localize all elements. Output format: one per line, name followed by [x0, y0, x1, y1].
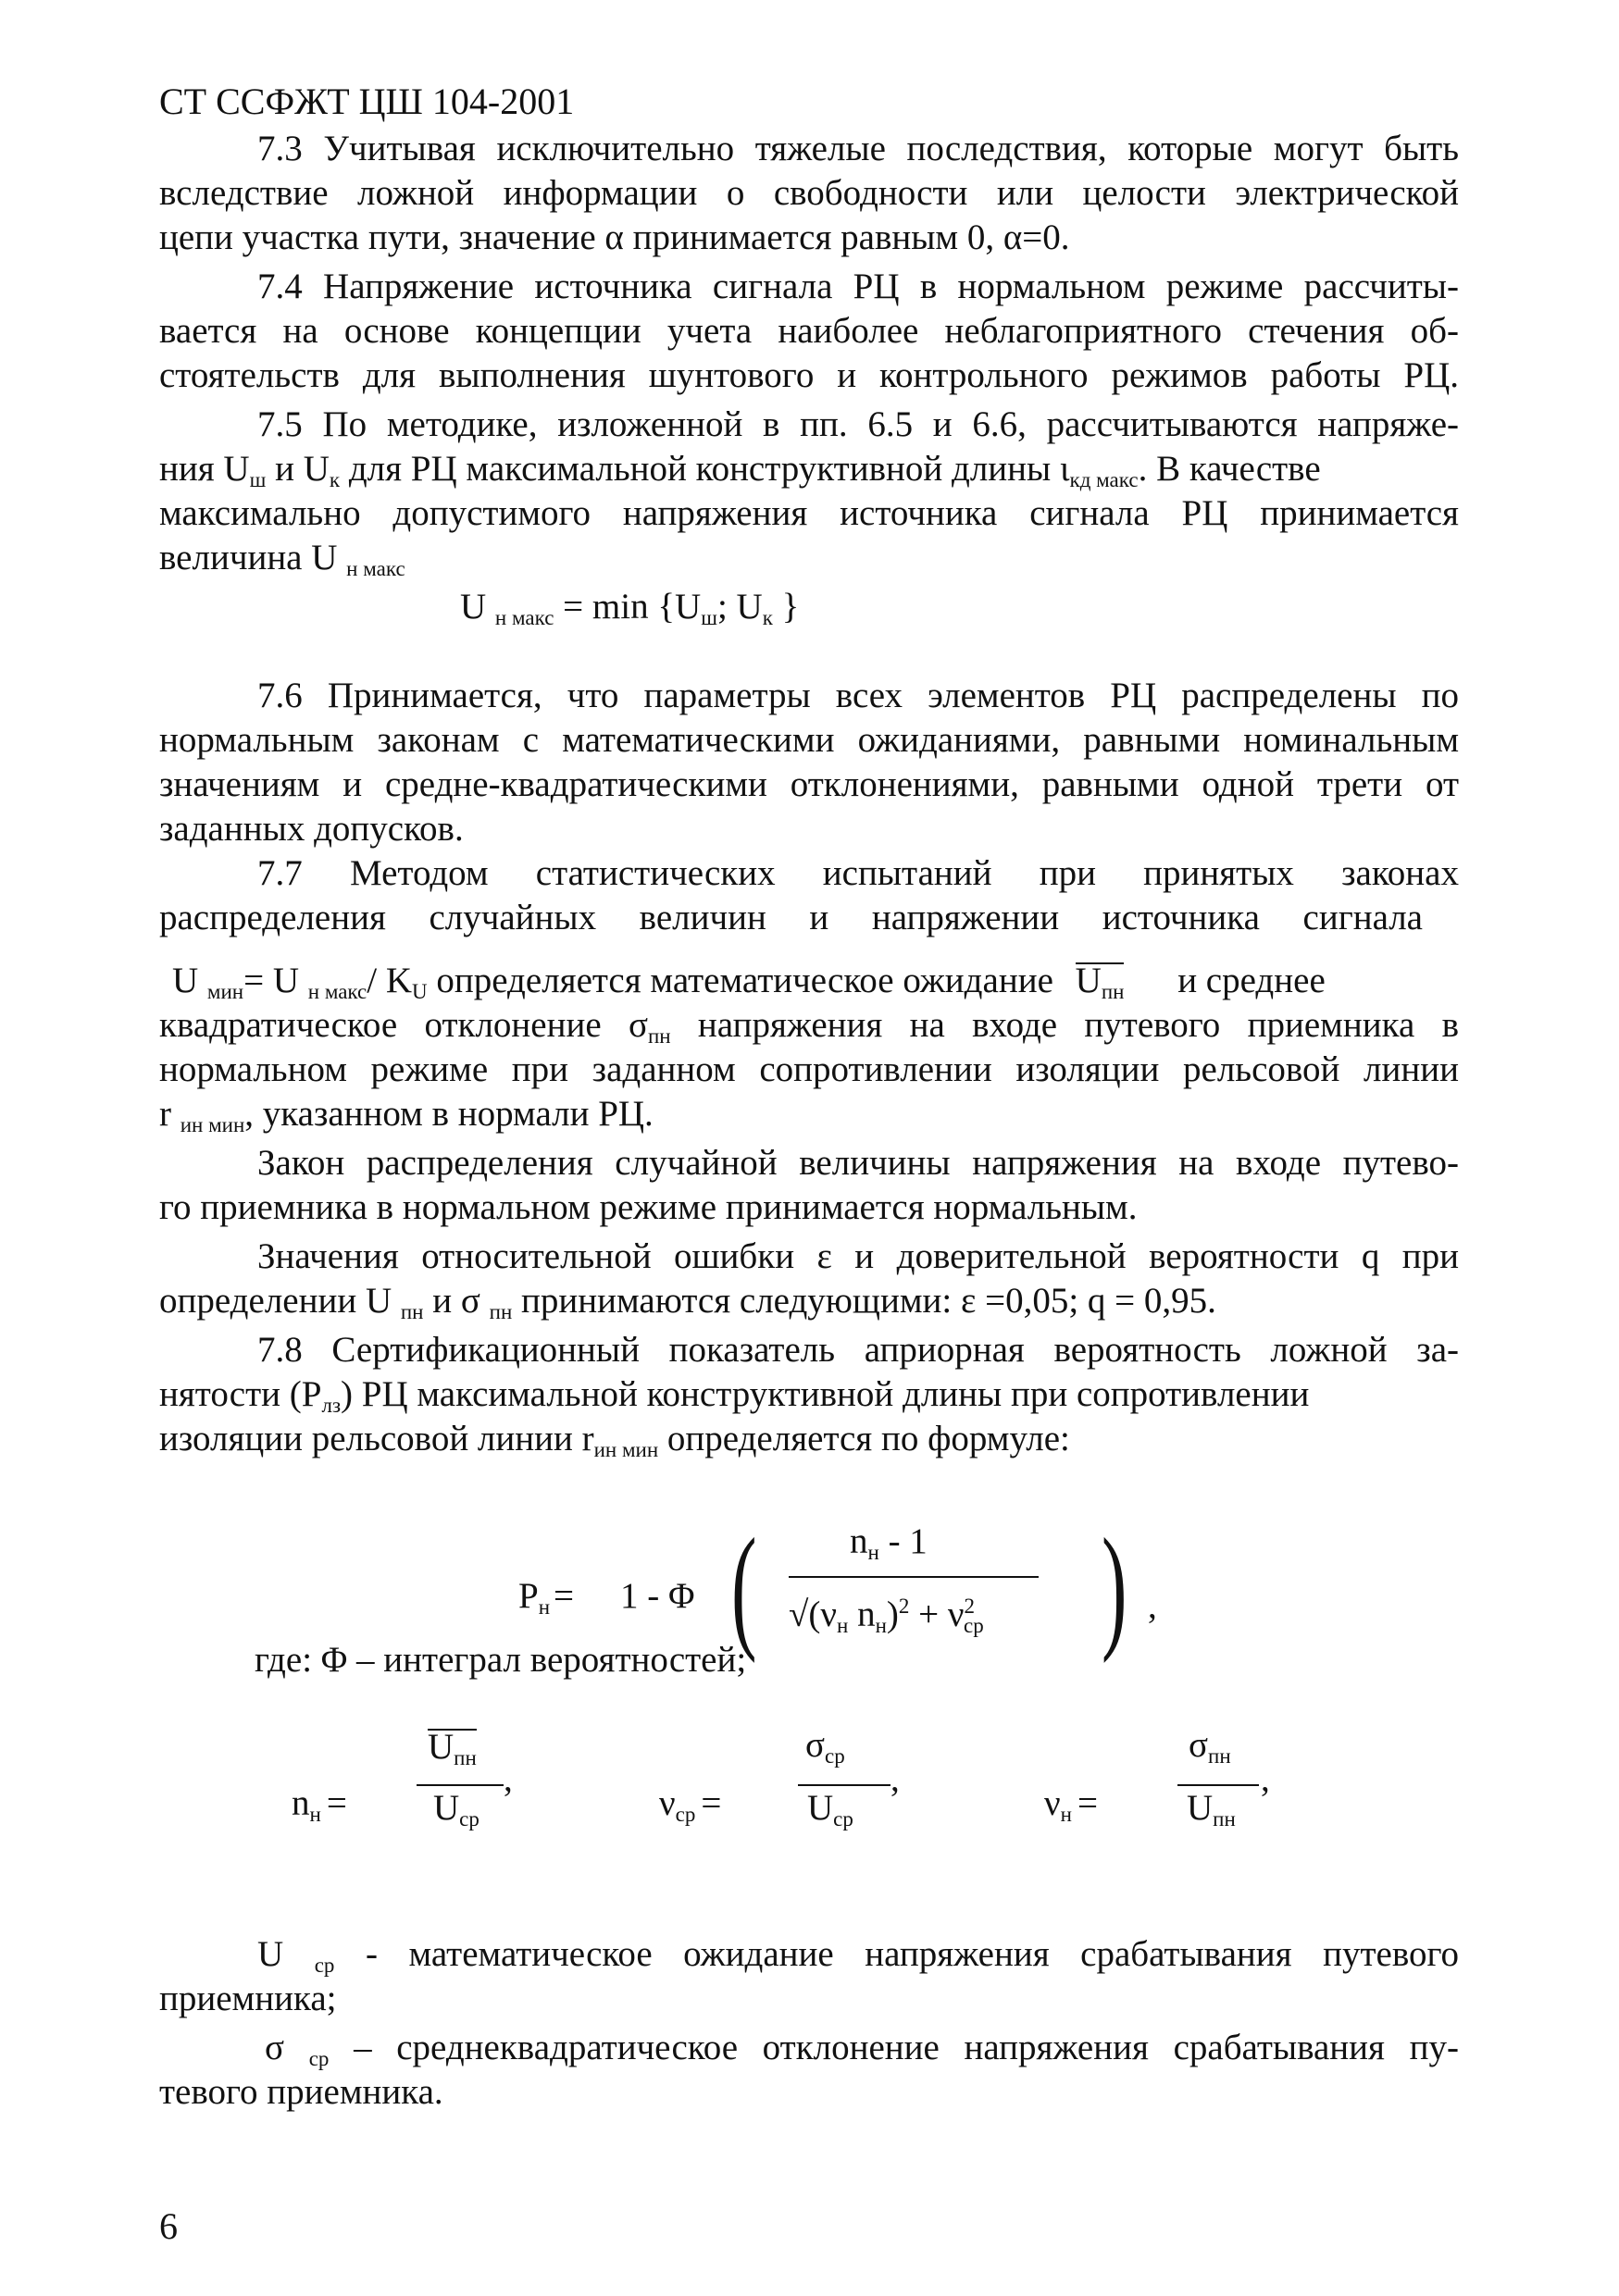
- fraction-bar: [789, 1576, 1039, 1578]
- text-line: цепи участка пути, значение α принимается равным 0, α=0.: [159, 217, 1070, 257]
- text-line: 7.7 Методом статистических испытаний при принятых законах: [257, 853, 1459, 893]
- text-line: U $_{ср}$ - математическое ожидание напряжения срабатывания путевого: [257, 1934, 1459, 1977]
- text-line: Значения относительной ошибки ε и доверительной вероятности q при: [257, 1236, 1459, 1276]
- text-line: ния $U_ш$ и $U_к$ для РЦ максимальной конструктивной длины $\iota_{кд макс}$. В качестве: [159, 449, 1321, 491]
- n-n-lhs: $n_н$ =: [292, 1783, 347, 1826]
- text-line: заданных допусков.: [159, 809, 464, 849]
- text-line: приемника;: [159, 1979, 337, 2018]
- right-paren: ): [1102, 1510, 1127, 1664]
- formula-one-minus-phi: 1 - Φ: [620, 1576, 695, 1616]
- comma: ,: [890, 1759, 900, 1799]
- formula-denominator: $√(\nu_н$ $n_н)^2 + \nu^2_{ср}$: [789, 1595, 984, 1637]
- text-line: значениям и средне-квадратическими отклонениями, равными одной трети от: [159, 764, 1459, 804]
- text-line: стоятельств для выполнения шунтового и контрольного режимов работы РЦ.: [159, 355, 1459, 395]
- text-line: квадратическое отклонение $\sigma_{пн}$ напряжения на входе путевого приемника в: [159, 1005, 1459, 1048]
- text-line: распределения случайных величин и напряжении источника сигнала: [159, 898, 1423, 937]
- v-n-denominator: $U_{пн}$: [1187, 1788, 1236, 1831]
- text-line: Закон распределения случайной величины напряжения на входе путево-: [257, 1143, 1459, 1183]
- page-number: 6: [159, 2205, 178, 2247]
- text-line: 7.4 Напряжение источника сигнала РЦ в нормальном режиме рассчиты-: [257, 267, 1459, 306]
- alpha-symbol: α: [604, 217, 624, 257]
- text-line: 7.8 Сертификационный показатель априорная вероятность ложной за-: [257, 1330, 1459, 1370]
- n-n-numerator: $U_{пн}$: [428, 1725, 477, 1775]
- text-line: 7.6 Принимается, что параметры всех элементов РЦ распределены по: [257, 676, 1459, 715]
- text-line: 7.3 Учитывая исключительно тяжелые последствия, которые могут быть: [257, 129, 1459, 168]
- text-line: го приемника в нормальном режиме принимается нормальным.: [159, 1187, 1138, 1227]
- v-n-lhs: $\nu_н$ =: [1044, 1783, 1098, 1826]
- u-pn-mean: $U_{пн}$: [1076, 962, 1125, 1009]
- text-line: σ $_{ср}$ – среднеквадратическое отклонение напряжения срабатывания пу-: [265, 2028, 1459, 2070]
- formula-comma: ,: [1148, 1586, 1157, 1626]
- n-n-denominator: $U_{ср}$: [433, 1788, 479, 1831]
- comma: ,: [1261, 1759, 1270, 1799]
- comma: ,: [504, 1759, 513, 1799]
- text-line: нятости $(P_{лз})$ РЦ максимальной конструктивной длины при сопротивлении: [159, 1374, 1310, 1417]
- text-line: величина U $_{н макс}$: [159, 538, 405, 580]
- where-clause: где: Φ – интеграл вероятностей;: [255, 1640, 747, 1680]
- text-line: нормальным законам с математическими ожиданиями, равными номинальным: [159, 720, 1459, 760]
- text-line: вследствие ложной информации о свободности или целости электрической: [159, 173, 1459, 213]
- formula-u-max: U $_{н макс} = \min \{U_ш$; $U_к$ }: [460, 587, 800, 629]
- v-sr-lhs: $\nu_{ср}$ =: [659, 1783, 722, 1826]
- v-n-numerator: $\sigma_{пн}$: [1189, 1725, 1231, 1768]
- left-paren: (: [731, 1510, 757, 1664]
- v-sr-numerator: $\sigma_{ср}$: [805, 1725, 845, 1768]
- text-line: U $_{мин}$= U $_{н макс}$/ $K_U$ определяется математическое ожидание $U_{пн}$ и среднее: [172, 959, 1326, 1014]
- v-sr-denominator: $U_{ср}$: [807, 1788, 853, 1831]
- formula-lhs: $P_н$ =: [518, 1576, 575, 1619]
- text-line: тевого приемника.: [159, 2072, 443, 2112]
- text-line: нормальном режиме при заданном сопротивлении изоляции рельсовой линии: [159, 1049, 1459, 1089]
- text-line: определении U $_{пн}$ и σ $_{пн}$ принимаются следующими: ε =0,05; q = 0,95.: [159, 1281, 1216, 1323]
- text-line: 7.5 По методике, изложенной в пп. 6.5 и 6.6, рассчитываются напряже-: [257, 404, 1459, 444]
- formula-numerator: $n_н - 1$: [850, 1521, 928, 1564]
- text-line: максимально допустимого напряжения источника сигнала РЦ принимается: [159, 493, 1459, 533]
- text-line: вается на основе концепции учета наиболее неблагоприятного стечения об-: [159, 311, 1459, 351]
- text-line: изоляции рельсовой линии $r_{ин мин}$ определяется по формуле:: [159, 1419, 1070, 1461]
- document-code: СТ ССФЖТ ЦШ 104-2001: [159, 81, 575, 122]
- text-line: r $_{ин мин}$, указанном в нормали РЦ.: [159, 1094, 654, 1136]
